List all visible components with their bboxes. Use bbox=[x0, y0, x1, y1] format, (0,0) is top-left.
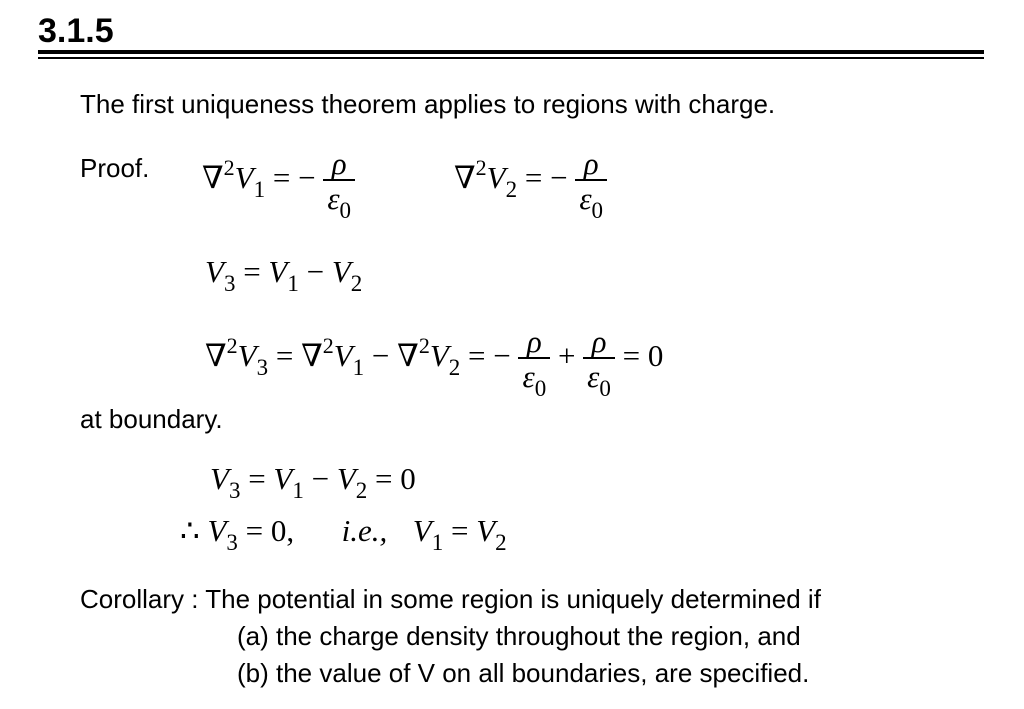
slide-heading: 3.1.5 bbox=[38, 12, 114, 50]
heading-underline-thin bbox=[38, 57, 984, 59]
boundary-label: at boundary. bbox=[80, 404, 223, 434]
heading-underline bbox=[38, 50, 984, 54]
equation-laplace-v2: $\nabla^2V_2$ = − $\frac{\rho}{\varepsilon_0}$ bbox=[454, 148, 607, 214]
intro-text: The first uniqueness theorem applies to regions with charge. bbox=[80, 89, 776, 119]
corollary-line-1: Corollary : The potential in some region is uniquely determined if bbox=[80, 584, 821, 614]
corollary-line-2: (a) the charge density throughout the region, and bbox=[237, 621, 801, 651]
equation-laplace-v1: $\nabla^2V_1$ = − $\frac{\rho}{\varepsilon_0}$ bbox=[202, 148, 355, 214]
equation-v3-definition: $V_3 = V_1 - V_2$ bbox=[205, 254, 363, 296]
equation-boundary-v3: $V_3 = V_1 - V_2 = 0$ bbox=[210, 461, 416, 503]
proof-label: Proof. bbox=[80, 153, 150, 183]
equation-laplace-v3: $\nabla^2V_3 = \nabla^2V_1 - \nabla^2V_2$ = − $\frac{\rho}{\varepsilon_0}$ + $\frac{\rho}{\varepsilon_0}$ = 0 bbox=[205, 324, 664, 401]
corollary-line-3: (b) the value of V on all boundaries, are specified. bbox=[237, 658, 810, 688]
equation-conclusion: ∴ $V_3 = 0$, i.e., $V_1 = V_2$ bbox=[180, 513, 507, 555]
